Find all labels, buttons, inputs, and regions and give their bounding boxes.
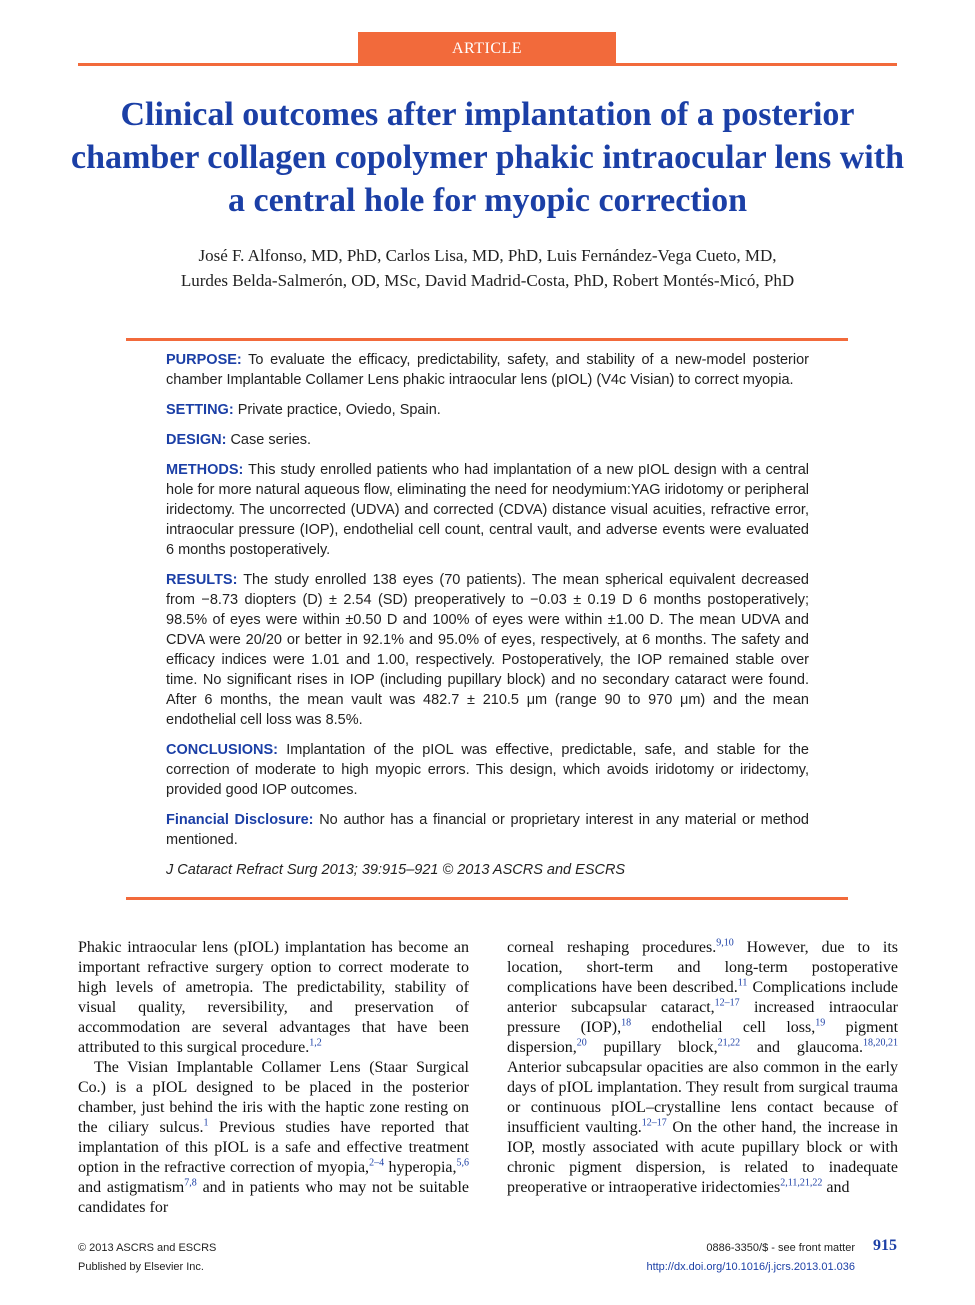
- design-label: DESIGN:: [166, 432, 227, 448]
- disclosure-text: No author has a financial or proprietary interest in any material or method mentioned.: [166, 812, 809, 848]
- abstract-purpose: [166, 350, 809, 390]
- purpose-text: To evaluate the efficacy, predictability, safety, and stability of a new-model posterior chamber Implantable Collamer Lens phakic intraocular lens (pIOL) (V4c Visian) to correct myopia.: [166, 352, 809, 388]
- reference-link[interactable]: 1: [203, 1117, 209, 1129]
- intro-p2-text-3: hyperopia,: [384, 1159, 457, 1176]
- intro-p2-text-4: and astigmatism: [78, 1179, 185, 1196]
- article-title: Clinical outcomes after implantation of a posterior chamber collagen copolymer phakic intraocular lens with a central hole for myopic correction: [71, 96, 904, 219]
- intro-p2-text-5: and in patients who may not be suitable candidates for: [78, 1179, 469, 1216]
- right-text-9: Anterior subcapsular opacities are also common in the early days of pIOL implantation. They result from surgical trauma or continuous pIOL–crystalline lens contact because of insufficient vaulting.: [507, 1059, 898, 1136]
- reference-link[interactable]: 20: [576, 1037, 587, 1049]
- abstract-conclusions: [166, 740, 809, 800]
- reference-link[interactable]: 21,22: [717, 1037, 741, 1049]
- right-text-7: pupillary block,: [586, 1039, 718, 1056]
- reference-link[interactable]: 11: [737, 977, 748, 989]
- footer-issn: 0886-3350/$ - see front matter: [706, 1242, 855, 1254]
- methods-text: This study enrolled patients who had implantation of a new pIOL design with a central hole for more natural aqueous flow, eliminating the need for neodymium:YAG iridotomy or peripheral iridectomy. The uncorrected (UDVA) and corrected (CDVA) distance visual acuities, refractive error, intraocular pressure (IOP), endothelial cell count, central vault, and adverse events were evaluated 6 months postoperatively.: [166, 462, 809, 558]
- setting-text: Private practice, Oviedo, Spain.: [237, 402, 441, 418]
- abstract-methods: [166, 460, 809, 560]
- author-list: [60, 243, 915, 293]
- design-text: Case series.: [230, 432, 312, 448]
- reference-link[interactable]: 1,2: [309, 1037, 322, 1049]
- setting-label: SETTING:: [166, 402, 234, 418]
- body-column-left: [78, 938, 469, 1218]
- conclusions-label: CONCLUSIONS:: [166, 742, 278, 758]
- purpose-label: PURPOSE:: [166, 352, 242, 368]
- reference-link[interactable]: 18,20,21: [863, 1037, 899, 1049]
- right-text-4: increased intraocular pressure (IOP),: [507, 999, 898, 1036]
- abstract: [166, 350, 809, 890]
- disclosure-label: Financial Disclosure:: [166, 812, 314, 828]
- author-line-2: Lurdes Belda-Salmerón, OD, MSc, David Madrid-Costa, PhD, Robert Montés-Micó, PhD: [180, 271, 795, 290]
- header-rule: [78, 63, 897, 66]
- reference-link[interactable]: 5,6: [456, 1157, 469, 1169]
- article-type-tab: ARTICLE: [358, 32, 616, 64]
- intro-paragraph-2: [78, 1058, 469, 1218]
- reference-link[interactable]: 2,11,21,22: [780, 1177, 823, 1189]
- abstract-design: [166, 430, 809, 450]
- doi-link[interactable]: http://dx.doi.org/10.1016/j.jcrs.2013.01.036: [646, 1261, 855, 1273]
- reference-link[interactable]: 9,10: [716, 937, 734, 949]
- page-number: 915: [873, 1237, 897, 1254]
- author-line-1: José F. Alfonso, MD, PhD, Carlos Lisa, MD, PhD, Luis Fernández-Vega Cueto, MD,: [198, 246, 777, 265]
- intro-p2-text-1: The Visian Implantable Collamer Lens (Staar Surgical Co.) is a pIOL designed to be placed in the posterior chamber, just behind the iris with the haptic zone resting on the ciliary sulcus.: [78, 1059, 469, 1136]
- intro-paragraph-1: [78, 938, 469, 1058]
- footer-copyright: © 2013 ASCRS and ESCRS: [78, 1242, 217, 1254]
- right-text-11: and: [822, 1179, 850, 1196]
- right-text-8: and glaucoma.: [740, 1039, 864, 1056]
- conclusions-text: Implantation of the pIOL was effective, predictable, safe, and stable for the correction of moderate to high myopic errors. This design, which avoids iridotomy or iridectomy, provided good IOP outcomes.: [166, 742, 809, 798]
- right-text-3: Complications include anterior subcapsular cataract,: [507, 979, 898, 1016]
- results-text: The study enrolled 138 eyes (70 patients). The mean spherical equivalent decreased from −8.73 diopters (D) ± 2.54 (SD) preoperatively to −0.03 ± 0.19 D 6 months postoperatively; 98.5% of eyes were within ±0.50 D and 100% of eyes were within ±1.00 D. The mean UDVA and CDVA were 20/20 or better in 92.1% and 95.0% of eyes, respectively, at 6 months. The safety and efficacy indices were 1.01 and 1.00, respectively. Postoperatively, the IOP remained stable over time. No significant rises in IOP (including pupillary block) and no secondary cataract were found. After 6 months, the mean vault was 482.7 ± 210.5 μm (range 90 to 970 μm) and the mean endothelial cell loss was 8.5%.: [166, 572, 809, 728]
- results-label: RESULTS:: [166, 572, 238, 588]
- journal-citation: J Cataract Refract Surg 2013; 39:915–921 © 2013 ASCRS and ESCRS: [166, 862, 626, 878]
- abstract-bottom-rule: [126, 897, 848, 900]
- reference-link[interactable]: 2–4: [369, 1157, 385, 1169]
- body-column-right: [507, 938, 898, 1198]
- footer-publisher: Published by Elsevier Inc.: [78, 1261, 204, 1273]
- abstract-results: [166, 570, 809, 730]
- right-text-5: endothelial cell loss,: [631, 1019, 816, 1036]
- methods-label: METHODS:: [166, 462, 244, 478]
- reference-link[interactable]: 18: [621, 1017, 632, 1029]
- right-text-1: corneal reshaping procedures.: [507, 939, 717, 956]
- right-text-10: On the other hand, the increase in IOP, mostly associated with acute pupillary block or with chronic pigment dispersion, is related to inadequate preoperative or intraoperative iridectomies: [507, 1119, 898, 1196]
- right-text-6: pigment dispersion,: [507, 1019, 899, 1056]
- right-text-2: However, due to its location, short-term and long-term postoperative complications have been described.: [507, 939, 899, 996]
- reference-link[interactable]: 12–17: [641, 1117, 667, 1129]
- intro-p1-text: Phakic intraocular lens (pIOL) implantation has become an important refractive surgery option to correct moderate to high levels of ametropia. The predictability, stability of visual quality, reversibility, and preservation of accommodation are several advantages that have been attributed to this surgical procedure.: [78, 939, 469, 1056]
- abstract-setting: [166, 400, 809, 420]
- intro-paragraph-continued: [507, 938, 898, 1198]
- intro-p2-text-2: Previous studies have reported that implantation of this pIOL is a safe and effective treatment option in the refractive correction of myopia,: [78, 1119, 469, 1176]
- reference-link[interactable]: 7,8: [184, 1177, 197, 1189]
- reference-link[interactable]: 19: [815, 1017, 826, 1029]
- reference-link[interactable]: 12–17: [714, 997, 740, 1009]
- abstract-top-rule: [126, 338, 848, 341]
- abstract-disclosure: [166, 810, 809, 850]
